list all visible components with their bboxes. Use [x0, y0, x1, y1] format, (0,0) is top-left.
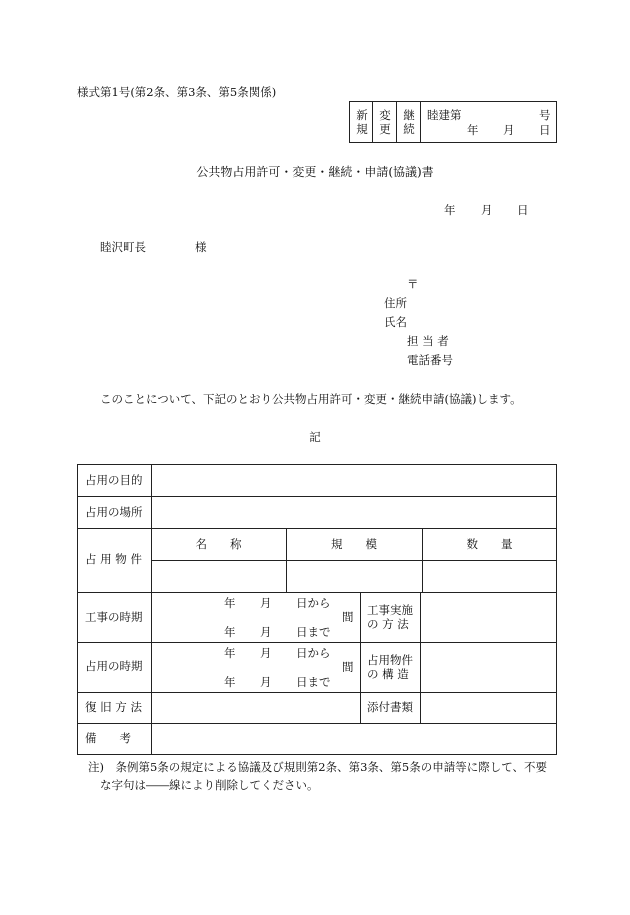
type-change-top: 変: [379, 108, 391, 122]
receipt-day: 日: [539, 123, 551, 137]
note-line-1: 注) 条例第5条の規定による協議及び規則第2条、第3条、第5条の申請等に際して、不要: [88, 760, 548, 774]
form-number: 様式第1号(第2条、第3条、第5条関係): [77, 85, 277, 99]
application-year: 年: [444, 203, 456, 217]
receipt-number-suffix: 号: [539, 108, 551, 122]
occupancy-from-month: 月: [260, 646, 272, 660]
construction-method-label-top: 工事実施: [367, 603, 413, 617]
construction-period-suffix: 間: [342, 610, 354, 624]
type-change-bottom: 更: [379, 122, 391, 136]
column-name-header: 名 称: [195, 537, 242, 551]
note-line-2: な字句は――線により削除してください。: [100, 778, 319, 792]
receipt-number-prefix: 睦建第: [427, 108, 462, 122]
structure-label-top: 占用物件: [367, 653, 413, 667]
remarks-label: 備 考: [85, 731, 131, 745]
type-new-top: 新: [356, 108, 368, 122]
type-new-bottom: 規: [356, 122, 368, 136]
phone-label: 電話番号: [407, 353, 453, 367]
occupancy-from-day: 日から: [296, 646, 331, 660]
occupancy-to-month: 月: [260, 675, 272, 689]
column-quantity-header: 数 量: [466, 537, 513, 551]
addressee-honorific: 様: [195, 240, 207, 254]
occupancy-period-label: 占用の時期: [85, 659, 143, 673]
construction-from-month: 月: [260, 596, 272, 610]
ki-mark: 記: [309, 430, 321, 444]
receipt-year: 年: [467, 123, 479, 137]
structure-label-bottom: の 構 造: [367, 667, 409, 681]
postal-mark: 〒: [407, 277, 419, 291]
restoration-label: 復 旧 方 法: [85, 700, 142, 714]
column-scale-header: 規 模: [331, 537, 377, 551]
address-label: 住所: [384, 296, 407, 310]
type-continue-top: 継: [403, 108, 415, 122]
body-text: このことについて、下記のとおり公共物占用許可・変更・継続申請(協議)します。: [100, 392, 522, 406]
name-label: 氏名: [384, 315, 407, 329]
location-label: 占用の場所: [85, 505, 143, 519]
construction-from-year: 年: [224, 596, 236, 610]
construction-to-month: 月: [260, 625, 272, 639]
occupancy-period-suffix: 間: [342, 660, 354, 674]
objects-label: 占 用 物 件: [85, 552, 142, 566]
document-title: 公共物占用許可・変更・継続・申請(協議)書: [196, 165, 434, 179]
occupancy-to-day: 日まで: [296, 675, 331, 689]
addressee-name: 睦沢町長: [100, 240, 146, 254]
occupancy-from-year: 年: [224, 646, 236, 660]
attachments-label: 添付書類: [367, 700, 413, 714]
construction-method-label-bottom: の 方 法: [367, 617, 409, 631]
application-day: 日: [517, 203, 529, 217]
construction-period-label: 工事の時期: [85, 610, 143, 624]
receipt-month: 月: [503, 123, 515, 137]
type-continue-bottom: 続: [403, 122, 415, 136]
construction-to-year: 年: [224, 625, 236, 639]
application-month: 月: [481, 203, 493, 217]
occupancy-to-year: 年: [224, 675, 236, 689]
contact-label: 担 当 者: [407, 334, 449, 348]
construction-to-day: 日まで: [296, 625, 331, 639]
purpose-label: 占用の目的: [85, 473, 143, 487]
construction-from-day: 日から: [296, 596, 331, 610]
